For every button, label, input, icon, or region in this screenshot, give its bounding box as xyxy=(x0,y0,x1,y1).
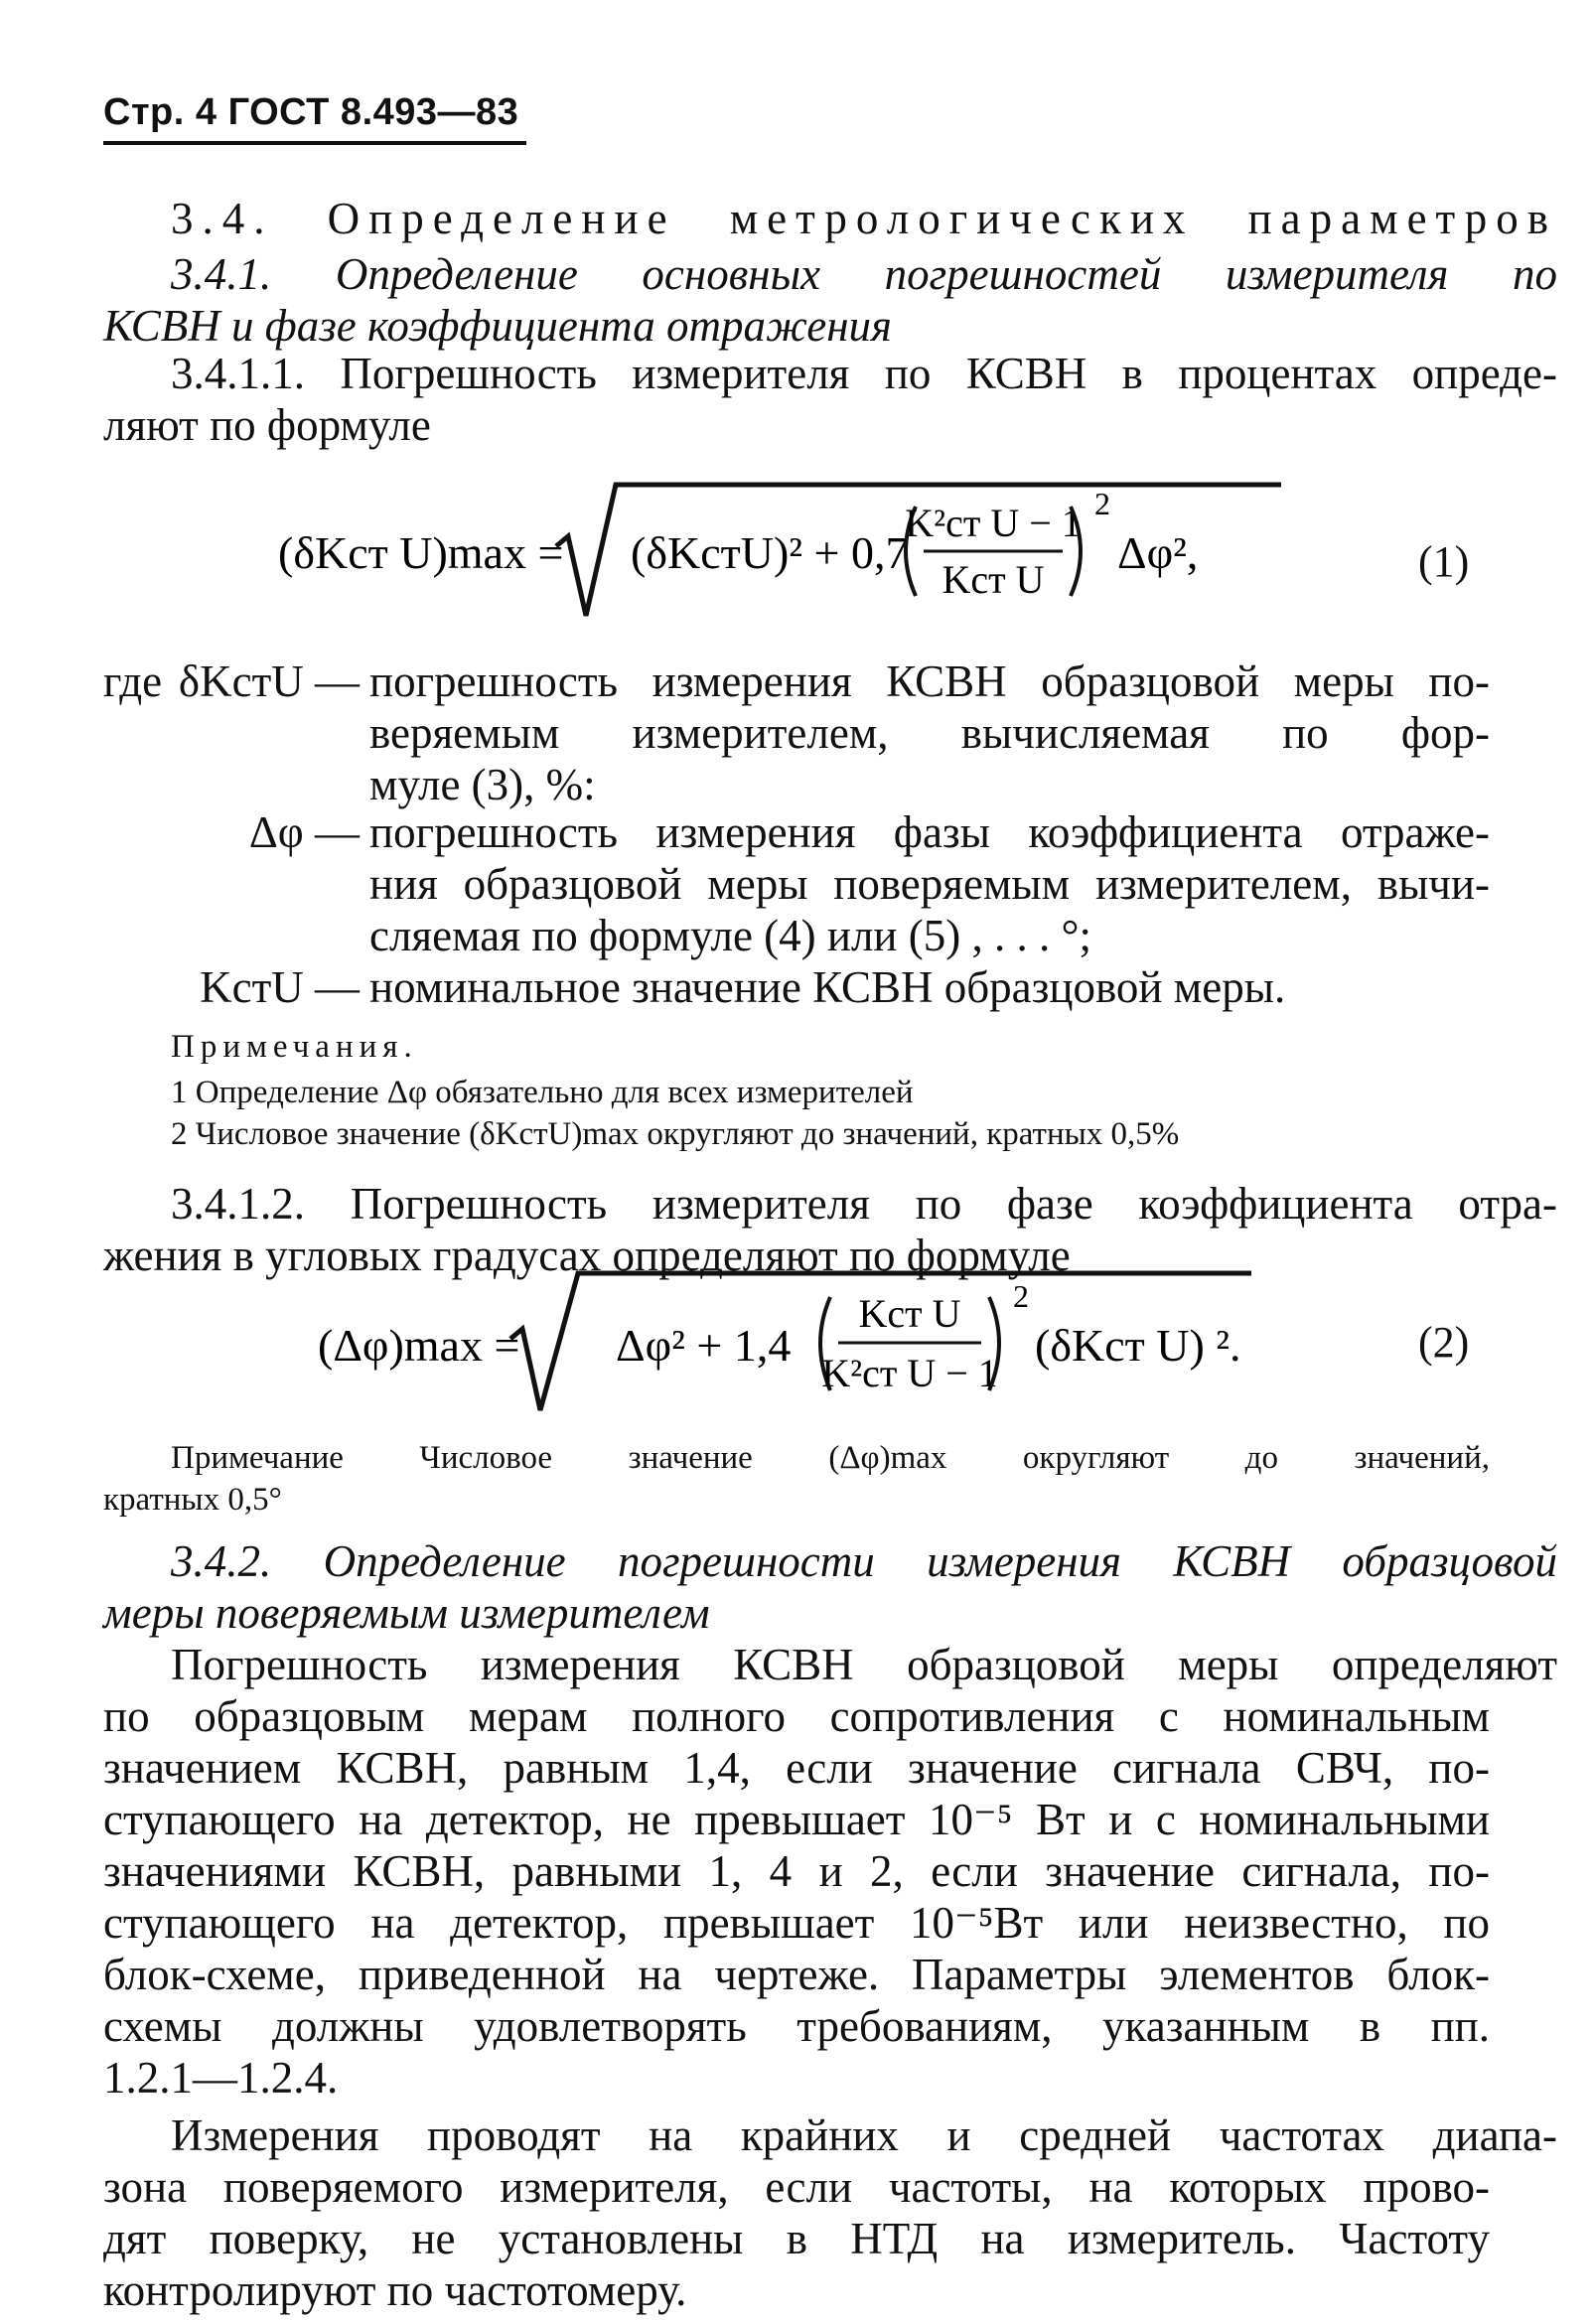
section-3-4-1-2-line2: жения в угловых градусах определяют по формуле xyxy=(103,1231,1071,1280)
formula-2 xyxy=(318,1261,1311,1420)
header-rule xyxy=(103,141,526,145)
note-item-2: 2 Числовое значение (δKстU)max округляют до значений, кратных 0,5% xyxy=(171,1116,1180,1152)
where-intro: где xyxy=(103,656,163,706)
formula-1-numerator: K²ст U − 1 xyxy=(905,501,1082,545)
section-3-4-2-title-line1: 3.4.2. Определение погрешности измерения КСВН образцовой xyxy=(171,1536,1557,1586)
def-symbol-2: Δφ — xyxy=(248,807,360,857)
def-symbol-1: δKстU — xyxy=(178,656,360,706)
def-2-line3: сляемая по формуле (4) или (5) , . . . °; xyxy=(369,911,1091,960)
section-3-4-1-2-line1: 3.4.1.2. Погрешность измерителя по фазе коэффициента отра- xyxy=(171,1179,1557,1229)
section-3-4-1-title-line1: 3.4.1. Определение основных погрешностей измерителя по xyxy=(171,249,1557,299)
formula-1-tail: Δφ², xyxy=(1117,527,1199,578)
formula-2-number: (2) xyxy=(1418,1318,1470,1367)
notes-title: Примечания. xyxy=(171,1029,418,1065)
para-2-line4: контролируют по частотомеру. xyxy=(103,2265,687,2315)
def-3-line1: номинальное значение КСВН образцовой меры. xyxy=(369,962,1286,1012)
section-3-4-2-title-line2: меры поверяемым измерителем xyxy=(103,1588,710,1638)
formula-2-power: 2 xyxy=(1013,1278,1029,1314)
formula-1-term1: (δKстU)² + 0,7 xyxy=(631,527,909,578)
para-1-line8: схемы должны удовлетворять требованиям, указанным в пп. xyxy=(103,2001,1490,2051)
section-3-4-1-title-line2: КСВН и фазе коэффициента отражения xyxy=(103,301,892,351)
def-1-line1: погрешность измерения КСВН образцовой меры по- xyxy=(369,656,1490,706)
formula-1-number: (1) xyxy=(1418,537,1470,586)
note-2-line1: Примечание Числовое значение (Δφ)max округляют до значений, xyxy=(171,1440,1490,1476)
formula-1-denominator: Kст U xyxy=(941,557,1045,602)
formula-1 xyxy=(278,477,1331,626)
def-2-line1: погрешность измерения фазы коэффициента отраже- xyxy=(369,807,1490,857)
para-1-line4: ступающего на детектор, не превышает 10⁻⁵ Вт и с номинальными xyxy=(103,1795,1490,1844)
def-1-line3: муле (3), %: xyxy=(369,760,596,809)
formula-2-tail: (δKст U) ². xyxy=(1035,1320,1241,1371)
def-2-line2: ния образцовой меры поверяемым измерителем, вычи- xyxy=(369,859,1490,909)
def-symbol-3: KстU — xyxy=(200,962,360,1012)
section-3-4-1-1-line2: ляют по формуле xyxy=(103,400,431,450)
para-1-line2: по образцовым мерам полного сопротивления с номинальным xyxy=(103,1691,1490,1741)
section-3-4-1-1-line1: 3.4.1.1. Погрешность измерителя по КСВН в процентах опреде- xyxy=(171,349,1557,398)
note-2-line2: кратных 0,5° xyxy=(103,1482,282,1518)
para-1-line3: значением КСВН, равным 1,4, если значение сигнала СВЧ, по- xyxy=(103,1743,1490,1793)
para-2-line1: Измерения проводят на крайних и средней частотах диапа- xyxy=(171,2110,1557,2160)
para-1-line1: Погрешность измерения КСВН образцовой меры определяют xyxy=(171,1640,1557,1689)
para-1-line5: значениями КСВН, равными 1, 4 и 2, если значение сигнала, по- xyxy=(103,1846,1490,1896)
para-2-line3: дят поверку, не установлены в НТД на измеритель. Частоту xyxy=(103,2214,1490,2263)
note-item-1: 1 Определение Δφ обязательно для всех измерителей xyxy=(171,1075,914,1110)
formula-2-lhs: (Δφ)max = xyxy=(318,1320,520,1371)
formula-1-power: 2 xyxy=(1094,486,1110,521)
para-1-line7: блок-схеме, приведенной на чертеже. Параметры элементов блок- xyxy=(103,1950,1490,1999)
def-1-line2: веряемым измерителем, вычисляемая по фор- xyxy=(369,708,1490,758)
formula-2-denominator: K²ст U − 1 xyxy=(821,1351,998,1395)
para-2-line2: зона поверяемого измерителя, если частоты, на которых прово- xyxy=(103,2162,1490,2212)
para-1-line6: ступающего на детектор, превышает 10⁻⁵Вт или неизвестно, по xyxy=(103,1898,1490,1948)
page-header: Стр. 4 ГОСТ 8.493—83 xyxy=(103,91,519,133)
formula-2-term1: Δφ² + 1,4 xyxy=(616,1320,792,1371)
section-3-4-title: 3.4. Определение метрологических параметров xyxy=(171,194,1557,243)
formula-1-lhs: (δKст U)max = xyxy=(278,527,564,578)
para-1-line9: 1.2.1—1.2.4. xyxy=(103,2053,339,2103)
formula-2-numerator: Kст U xyxy=(858,1291,961,1336)
